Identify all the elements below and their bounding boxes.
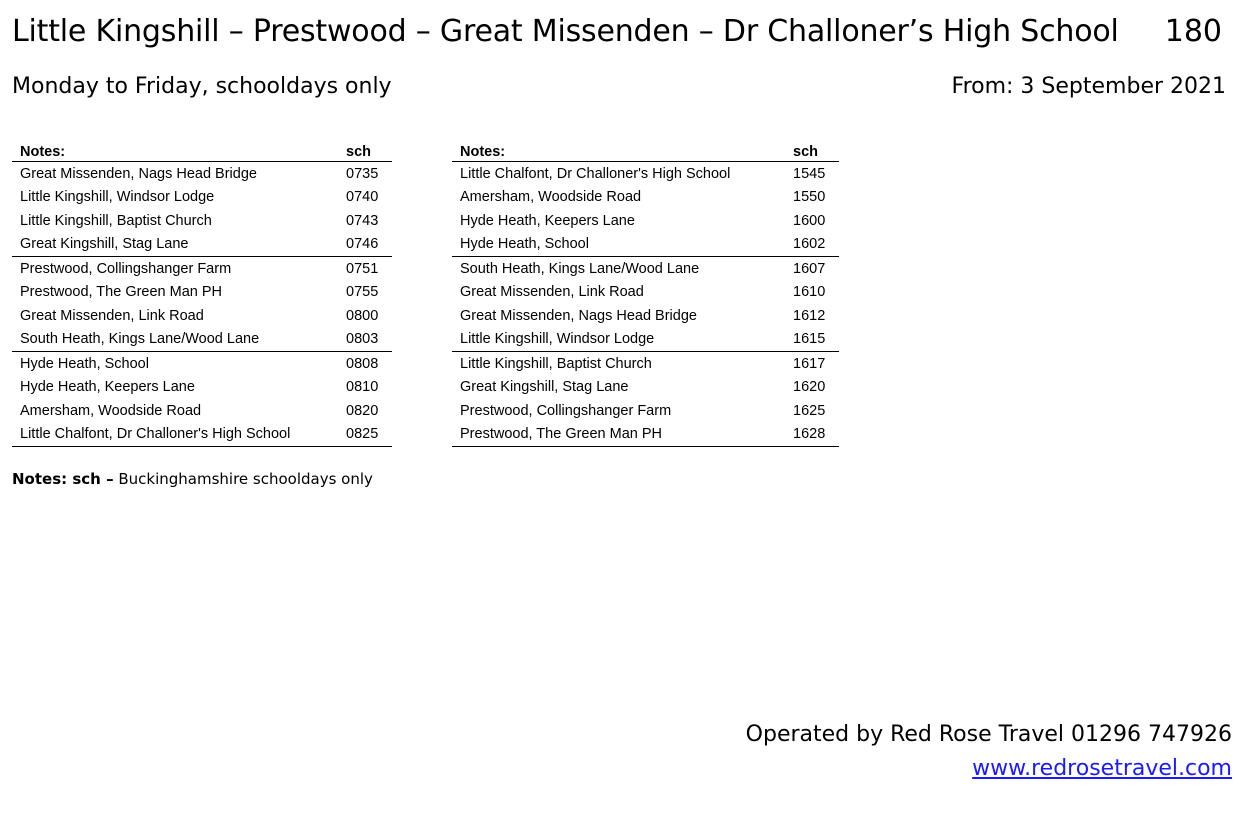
table-row	[452, 376, 839, 400]
table-row	[452, 209, 839, 233]
stop-name: Great Missenden, Nags Head Bridge	[20, 165, 257, 182]
stop-time: 0810	[346, 379, 379, 396]
stop-name: Great Kingshill, Stag Lane	[460, 379, 629, 396]
stop-name: Prestwood, The Green Man PH	[452, 423, 793, 447]
stop-name: Prestwood, Collingshanger Farm	[460, 402, 672, 419]
stop-time: 1607	[793, 260, 826, 277]
stop-time: 1628	[793, 423, 839, 447]
stop-time: 0825	[346, 423, 392, 447]
table-row	[12, 186, 392, 210]
afternoon-timetable	[452, 143, 839, 447]
table-row	[452, 186, 839, 210]
stop-time: 0746	[346, 233, 392, 257]
stop-name: South Heath, Kings Lane/Wood Lane	[460, 260, 700, 277]
stop-name: Little Kingshill, Windsor Lodge	[20, 189, 215, 206]
table-row	[12, 423, 392, 447]
table-header-row	[12, 143, 392, 162]
table-row	[12, 233, 392, 257]
stop-name: Great Missenden, Link Road	[20, 307, 204, 324]
table-row	[12, 257, 392, 281]
table-row	[452, 352, 839, 376]
table-row	[452, 281, 839, 305]
stop-name: Great Kingshill, Stag Lane	[12, 233, 346, 257]
stop-name: South Heath, Kings Lane/Wood Lane	[12, 328, 346, 352]
notes-header: Notes:	[12, 143, 346, 162]
stop-name: Little Kingshill, Baptist Church	[460, 355, 652, 372]
stop-time: 0800	[346, 307, 379, 324]
sch-column-header: sch	[346, 143, 392, 162]
table-row	[452, 423, 839, 447]
stop-name: Little Kingshill, Baptist Church	[20, 212, 212, 229]
stop-time: 0803	[346, 328, 392, 352]
stop-time: 0735	[346, 165, 379, 182]
stop-name: Amersham, Woodside Road	[20, 402, 202, 419]
stop-name: Hyde Heath, Keepers Lane	[460, 212, 635, 229]
notes-footnote	[12, 470, 373, 488]
operator-info: Operated by Red Rose Travel 01296 747926	[745, 722, 1232, 747]
table-row	[12, 399, 392, 423]
table-row	[452, 257, 839, 281]
stop-time: 1545	[793, 165, 826, 182]
website-link[interactable]: www.redrosetravel.com	[972, 756, 1232, 781]
stop-time: 0755	[346, 284, 379, 301]
notes-header: Notes:	[452, 143, 793, 162]
sch-column-header: sch	[793, 143, 839, 162]
stop-name: Great Missenden, Link Road	[460, 284, 644, 301]
stop-time: 1612	[793, 307, 826, 324]
stop-name: Little Chalfont, Dr Challoner's High School	[12, 423, 346, 447]
stop-time: 1550	[793, 189, 826, 206]
page-title: Little Kingshill – Prestwood – Great Missenden – Dr Challoner’s High School	[12, 14, 1119, 49]
table-row	[12, 304, 392, 328]
table-row	[452, 233, 839, 257]
stop-time: 0808	[346, 355, 379, 372]
footnote-label: Notes: sch –	[12, 470, 114, 488]
table-row	[452, 162, 839, 186]
effective-date: From: 3 September 2021	[951, 74, 1226, 99]
table-row	[452, 399, 839, 423]
stop-name: Hyde Heath, Keepers Lane	[20, 379, 195, 396]
stop-name: Prestwood, Collingshanger Farm	[20, 260, 232, 277]
table-row	[452, 328, 839, 352]
stop-name: Great Missenden, Nags Head Bridge	[460, 307, 697, 324]
footnote-text: Buckinghamshire schooldays only	[118, 470, 373, 488]
stop-name: Prestwood, The Green Man PH	[20, 284, 223, 301]
stop-time: 0820	[346, 402, 379, 419]
stop-name: Little Kingshill, Windsor Lodge	[452, 328, 793, 352]
stop-time: 1617	[793, 355, 826, 372]
stop-name: Little Chalfont, Dr Challoner's High School	[460, 165, 731, 182]
stop-time: 1615	[793, 328, 839, 352]
table-row	[452, 304, 839, 328]
morning-timetable	[12, 143, 392, 447]
table-row	[12, 376, 392, 400]
route-number: 180	[1164, 14, 1222, 49]
table-row	[12, 162, 392, 186]
table-row	[12, 281, 392, 305]
stop-time: 1600	[793, 212, 826, 229]
stop-time: 0743	[346, 212, 379, 229]
table-header-row	[452, 143, 839, 162]
stop-time: 1625	[793, 402, 826, 419]
table-row	[12, 209, 392, 233]
stop-name: Hyde Heath, School	[452, 233, 793, 257]
stop-time: 1602	[793, 233, 839, 257]
stop-time: 0740	[346, 189, 379, 206]
stop-time: 1610	[793, 284, 826, 301]
stop-time: 1620	[793, 379, 826, 396]
stop-name: Amersham, Woodside Road	[460, 189, 642, 206]
table-row	[12, 328, 392, 352]
operating-days: Monday to Friday, schooldays only	[12, 74, 392, 99]
table-row	[12, 352, 392, 376]
stop-time: 0751	[346, 260, 379, 277]
stop-name: Hyde Heath, School	[20, 355, 149, 372]
